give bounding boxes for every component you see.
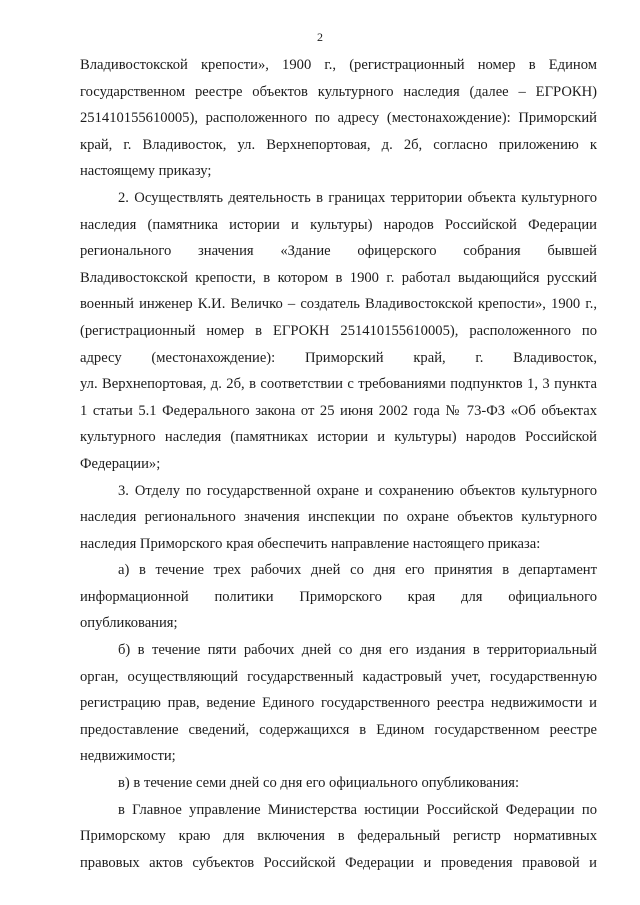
text-line: правовых актов субъектов Российской Федерации и проведения правовой и bbox=[80, 854, 597, 871]
text-line: в) в течение семи дней со дня его официального опубликования: bbox=[118, 775, 520, 792]
text-line: а) в течение трех рабочих дней со дня его принятия в департамент bbox=[118, 562, 597, 579]
text-line: опубликования; bbox=[80, 615, 178, 632]
paragraph-subitem-v bbox=[80, 770, 597, 797]
text-line: ул. Верхнепортовая, д. 2б, в соответствии с требованиями подпунктов 1, 3 пункта bbox=[80, 376, 597, 393]
text-line: край, г. Владивосток, ул. Верхнепортовая, д. 2б, согласно приложению к bbox=[80, 136, 597, 153]
paragraph-subitem-a bbox=[80, 557, 597, 637]
text-line: Владивостокской крепости», 1900 г., (регистрационный номер в Едином bbox=[80, 57, 597, 73]
text-line: орган, осуществляющий государственный кадастровый учет, государственную bbox=[80, 668, 597, 685]
text-line: недвижимости; bbox=[80, 748, 176, 765]
text-line: наследия Приморского края обеспечить направление настоящего приказа: bbox=[80, 535, 541, 552]
text-line: регионального значения «Здание офицерского собрания бывшей bbox=[80, 243, 597, 260]
paragraph-subitem-b bbox=[80, 637, 597, 770]
paragraph-continuation bbox=[80, 52, 597, 185]
text-line: настоящему приказу; bbox=[80, 163, 212, 180]
text-line: б) в течение пяти рабочих дней со дня его издания в территориальный bbox=[118, 642, 597, 659]
text-line: 3. Отделу по государственной охране и сохранению объектов культурного bbox=[118, 482, 597, 499]
paragraph-subitem-v-detail bbox=[80, 797, 597, 877]
document-body bbox=[80, 52, 597, 876]
text-line: регистрацию прав, ведение Единого государственного реестра недвижимости и bbox=[80, 695, 597, 712]
text-line: военный инженер К.И. Величко – создатель Владивостокской крепости», 1900 г., bbox=[80, 296, 597, 313]
text-line: культурного наследия (памятниках истории и культуры) народов Российской bbox=[80, 429, 597, 446]
text-line: (регистрационный номер в ЕГРОКН 251410155610005), расположенного по bbox=[80, 322, 597, 339]
text-line: Владивостокской крепости, в котором в 1900 г. работал выдающийся русский bbox=[80, 269, 597, 286]
text-line: предоставление сведений, содержащихся в Едином государственном реестре bbox=[80, 721, 597, 738]
text-line: адресу (местонахождение): Приморский край, г. Владивосток, bbox=[80, 349, 597, 366]
text-line: 1 статьи 5.1 Федерального закона от 25 июня 2002 года № 73-ФЗ «Об объектах bbox=[80, 402, 597, 419]
text-line: Приморскому краю для включения в федеральный регистр нормативных bbox=[80, 828, 597, 845]
page-number: 2 bbox=[317, 30, 323, 44]
text-line: наследия регионального значения инспекции по охране объектов культурного bbox=[80, 509, 597, 526]
paragraph-item-3 bbox=[80, 478, 597, 558]
paragraph-item-2 bbox=[80, 185, 597, 478]
text-line: в Главное управление Министерства юстиции Российской Федерации по bbox=[118, 801, 597, 818]
text-line: 2. Осуществлять деятельность в границах территории объекта культурного bbox=[118, 189, 597, 206]
text-line: информационной политики Приморского края для официального bbox=[80, 588, 597, 605]
text-line: Федерации»; bbox=[80, 455, 161, 472]
text-line: 251410155610005), расположенного по адресу (местонахождение): Приморский bbox=[80, 110, 597, 127]
text-line: наследия (памятника истории и культуры) народов Российской Федерации bbox=[80, 216, 597, 233]
text-line: государственном реестре объектов культурного наследия (далее – ЕГРОКН) bbox=[80, 83, 597, 100]
